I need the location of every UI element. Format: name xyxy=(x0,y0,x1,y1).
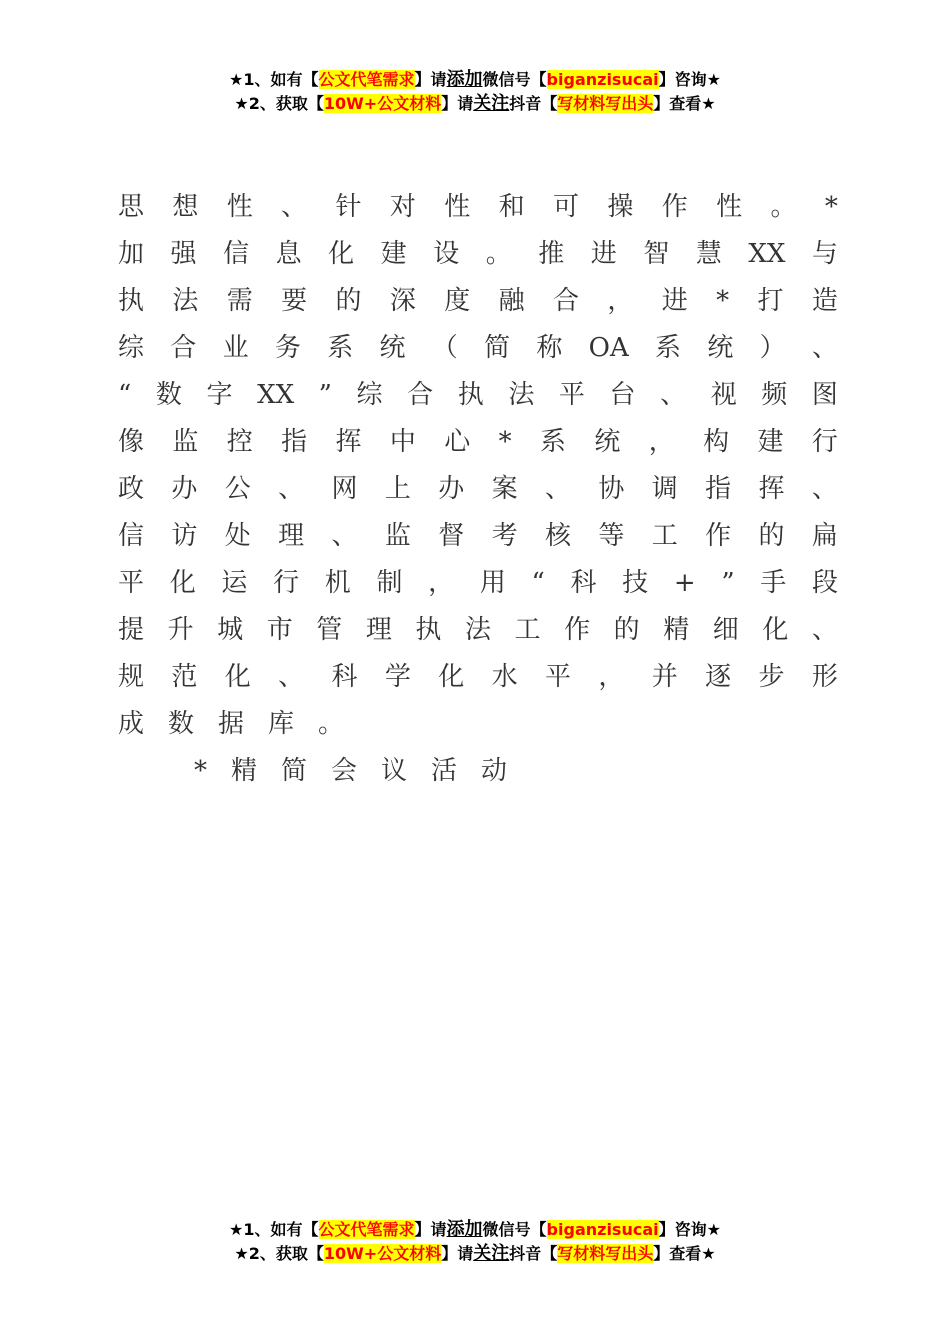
promo-line-1 xyxy=(0,1218,950,1242)
promo-highlight-wechat-id: biganzisucai xyxy=(546,70,659,89)
body-line: 执 法 需 要 的 深 度 融 合 ， 进 * 打 造 xyxy=(118,286,838,316)
body-line: 提 升 城 市 管 理 执 法 工 作 的 精 细 化 、 xyxy=(118,615,838,645)
promo-text: 微信号【 xyxy=(482,70,547,89)
promo-text: 】请 xyxy=(441,94,474,113)
promo-text: 】咨询★ xyxy=(658,70,721,89)
promo-highlight: 10W+公文材料 xyxy=(323,1244,442,1263)
body-line: “ 数 字 XX ” 综 合 执 法 平 台 、 视 频 图 xyxy=(118,380,838,410)
body-line: 规 范 化 、 科 学 化 水 平 ， 并 逐 步 形 xyxy=(118,662,838,692)
body-line: 思 想 性 、 针 对 性 和 可 操 作 性 。 * xyxy=(118,192,838,222)
promo-text: ★1、如有【 xyxy=(229,1220,319,1239)
body-line: 平 化 运 行 机 制 ， 用 “ 科 技 + ” 手 段 xyxy=(118,568,838,598)
promo-highlight: 公文代笔需求 xyxy=(318,70,415,89)
promo-text: 】咨询★ xyxy=(658,1220,721,1239)
promo-text: 】请 xyxy=(414,1220,447,1239)
promo-highlight-douyin-id: 写材料写出头 xyxy=(557,1244,654,1263)
promo-text: 】查看★ xyxy=(653,1244,716,1263)
promo-underline: 关注 xyxy=(473,93,510,114)
promo-text: ★1、如有【 xyxy=(229,70,319,89)
body-line: 像 监 控 指 挥 中 心 * 系 统 ， 构 建 行 xyxy=(118,427,838,457)
promo-text: ★2、获取【 xyxy=(234,94,324,113)
promo-text: 抖音【 xyxy=(509,1244,558,1263)
promo-underline: 添加 xyxy=(446,69,483,90)
promo-text: 】查看★ xyxy=(653,94,716,113)
promo-highlight: 公文代笔需求 xyxy=(318,1220,415,1239)
promo-text: 微信号【 xyxy=(482,1220,547,1239)
body-line: 成数据库。 xyxy=(118,709,369,739)
footer-promo-banner xyxy=(0,1218,950,1266)
promo-highlight-wechat-id: biganzisucai xyxy=(546,1220,659,1239)
document-body xyxy=(118,184,838,795)
promo-line-2 xyxy=(0,92,950,116)
promo-highlight: 10W+公文材料 xyxy=(323,94,442,113)
section-heading: *精简会议活动 xyxy=(194,756,532,786)
promo-text: 】请 xyxy=(441,1244,474,1263)
body-line: 加 强 信 息 化 建 设 。 推 进 智 慧 XX 与 xyxy=(118,239,838,269)
body-line: 信 访 处 理 、 监 督 考 核 等 工 作 的 扁 xyxy=(118,521,838,551)
promo-highlight-douyin-id: 写材料写出头 xyxy=(557,94,654,113)
promo-underline: 关注 xyxy=(473,1243,510,1264)
promo-line-2 xyxy=(0,1242,950,1266)
promo-underline: 添加 xyxy=(446,1219,483,1240)
promo-text: 抖音【 xyxy=(509,94,558,113)
header-promo-banner xyxy=(0,68,950,116)
promo-line-1 xyxy=(0,68,950,92)
promo-text: ★2、获取【 xyxy=(234,1244,324,1263)
body-line: 综 合 业 务 系 统 （ 简 称 OA 系 统 ） 、 xyxy=(118,333,838,363)
promo-text: 】请 xyxy=(414,70,447,89)
body-line: 政 办 公 、 网 上 办 案 、 协 调 指 挥 、 xyxy=(118,474,838,504)
